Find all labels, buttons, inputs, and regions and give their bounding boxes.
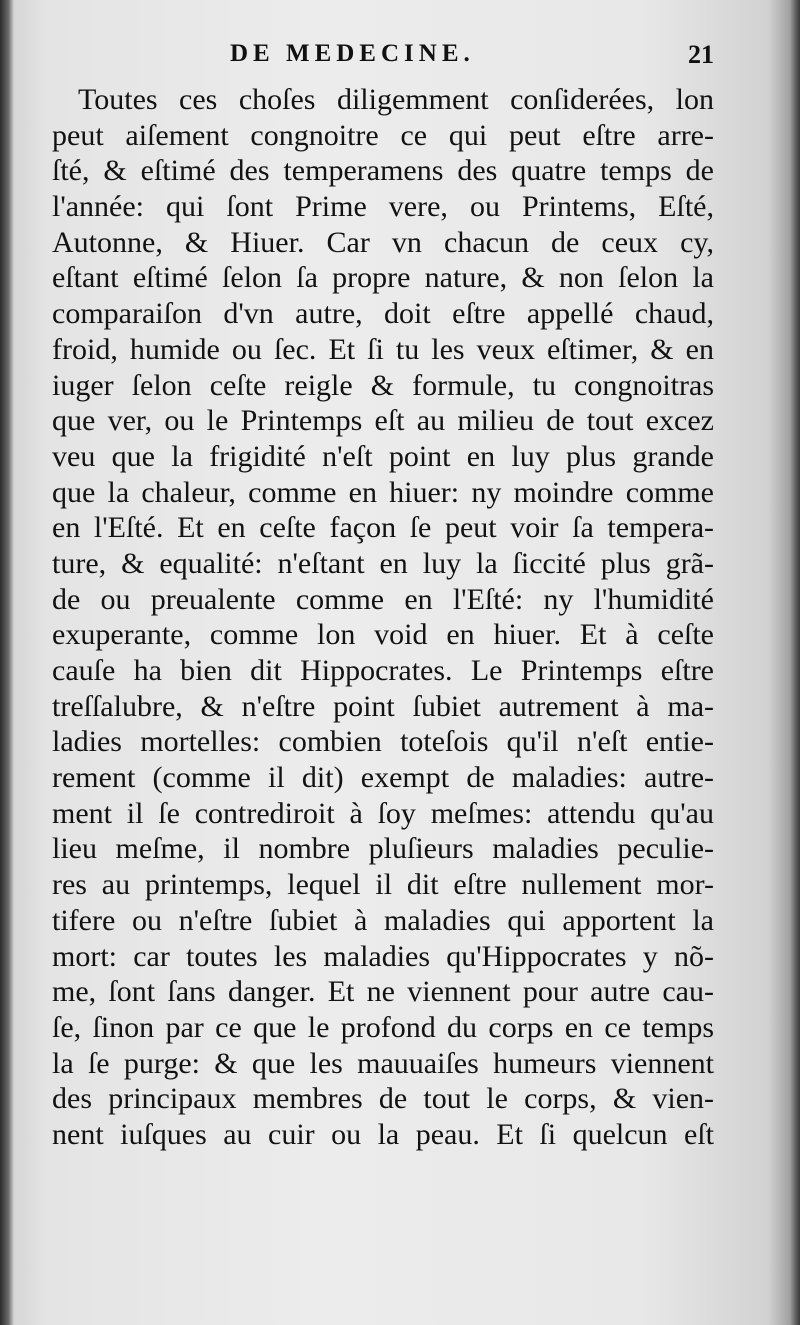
text-line: peut aiſement congnoitre ce qui peut eſtre arre-: [52, 118, 714, 152]
text-line: que la chaleur, comme en hiuer: ny moindre comme: [52, 475, 714, 509]
page-number: 21: [688, 40, 714, 69]
text-line: Autonne, & Hiuer. Car vn chacun de ceux cy,: [52, 225, 714, 259]
body-text: [52, 82, 714, 1153]
text-line: que ver, ou le Printemps eſt au milieu de tout excez: [52, 404, 714, 438]
text-line: ment il ſe contrediroit à ſoy meſmes: attendu qu'au: [52, 796, 714, 830]
text-line: Toutes ces choſes diligemment conſiderées, lon: [78, 83, 714, 116]
text-line: de ou preualente comme en l'Eſté: ny l'humidité: [52, 582, 714, 616]
text-line: la ſe purge: & que les mauuaiſes humeurs viennent: [52, 1046, 714, 1080]
text-line: lieu meſme, il nombre pluſieurs maladies peculie-: [52, 832, 714, 866]
running-title: DE MEDECINE.: [230, 40, 475, 67]
text-line: treſſalubre, & n'eſtre point ſubiet autrement à ma-: [52, 689, 714, 723]
text-line: ladies mortelles: combien toteſois qu'il n'eſt entie-: [52, 725, 714, 759]
text-line: en l'Eſté. Et en ceſte façon ſe peut voir ſa tempera-: [52, 511, 714, 545]
text-line: ſe, ſinon par ce que le profond du corps en ce temps: [52, 1010, 714, 1044]
text-line: ſté, & eſtimé des temperamens des quatre temps de: [52, 154, 714, 188]
text-line: me, ſont ſans danger. Et ne viennent pour autre cau-: [52, 975, 714, 1009]
text-line: res au printemps, lequel il dit eſtre nullement mor-: [52, 868, 714, 902]
text-line: froid, humide ou ſec. Et ſi tu les veux eſtimer, & en: [52, 332, 714, 366]
text-line: l'année: qui ſont Prime vere, ou Printems, Eſté,: [52, 190, 714, 224]
text-line: iuger ſelon ceſte reigle & formule, tu congnoitras: [52, 368, 714, 402]
text-line: des principaux membres de tout le corps, & vien-: [52, 1082, 714, 1116]
text-line: nent iuſques au cuir ou la peau. Et ſi quelcun eſt: [52, 1117, 714, 1151]
text-line: eſtant eſtimé ſelon ſa propre nature, & non ſelon la: [52, 261, 714, 295]
text-line: comparaiſon d'vn autre, doit eſtre appellé chaud,: [52, 297, 714, 331]
page-header: [52, 40, 714, 80]
text-line: cauſe ha bien dit Hippocrates. Le Printemps eſtre: [52, 654, 714, 687]
text-line: tifere ou n'eſtre ſubiet à maladies qui apportent la: [52, 903, 714, 937]
text-line: ture, & equalité: n'eſtant en luy la ſiccité plus grã-: [52, 546, 714, 580]
text-line: veu que la frigidité n'eſt point en luy plus grande: [52, 439, 714, 473]
text-line: exuperante, comme lon void en hiuer. Et à ceſte: [52, 618, 714, 652]
text-line: rement (comme il dit) exempt de maladies: autre-: [52, 761, 714, 795]
text-line: mort: car toutes les maladies qu'Hippocrates y nõ-: [52, 939, 714, 973]
